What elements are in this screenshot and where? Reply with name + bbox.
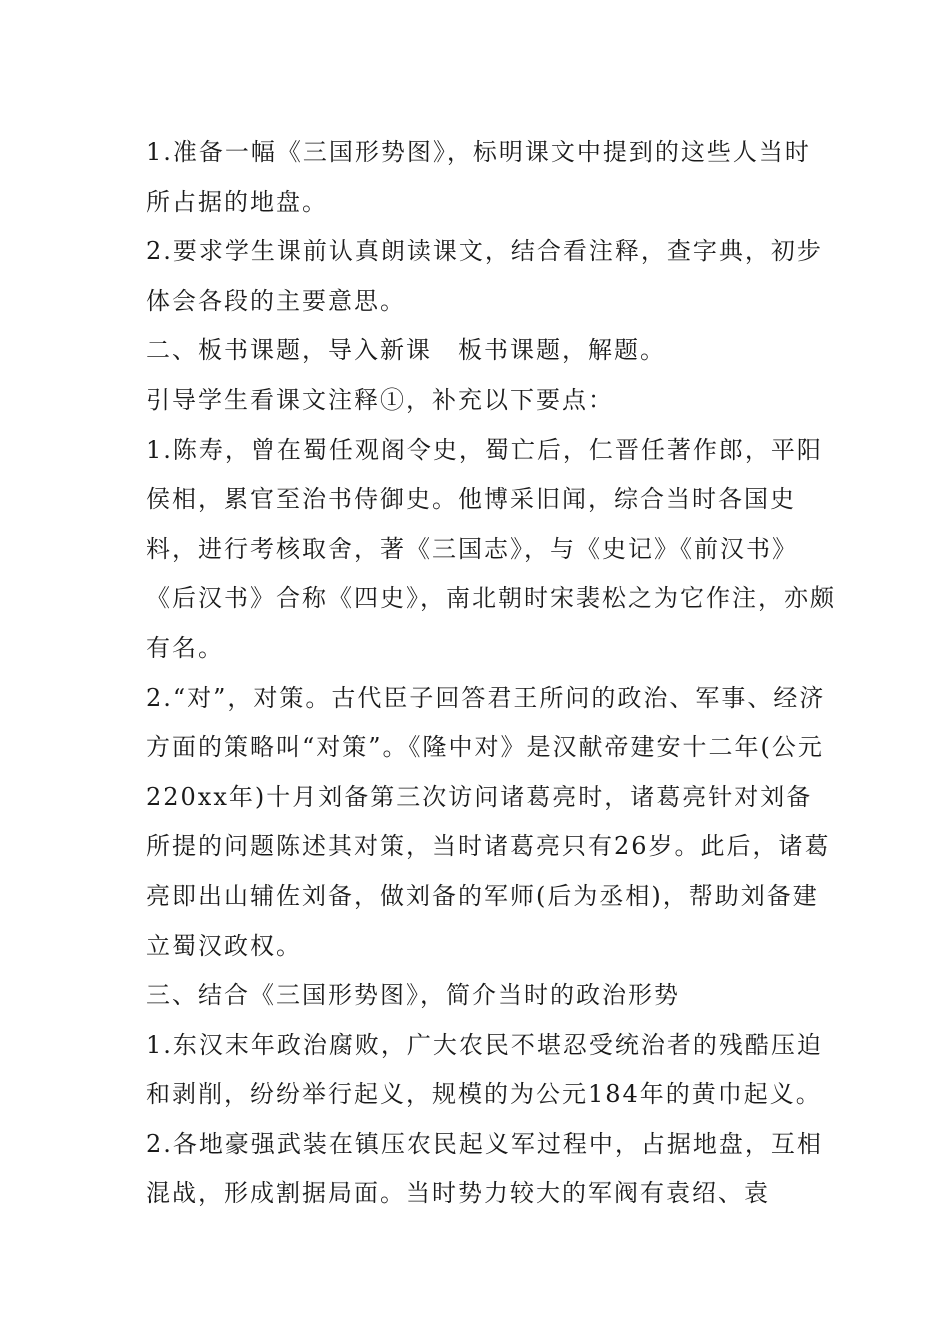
paragraph-preparation-reading: 2.要求学生课前认真朗读课文，结合看注释，查字典，初步体会各段的主要意思。 <box>146 237 823 315</box>
section-heading-three: 三、结合《三国形势图》，简介当时的政治形势 <box>146 981 680 1010</box>
paragraph-chen-shou: 1.陈寿，曾在蜀任观阁令史，蜀亡后，仁晋任著作郎，平阳侯相，累官至治书侍御史。他博采旧闻，综合当时各国史料，进行考核取舍，著《三国志》，与《史记》《前汉书》《后汉书》合称《四史》，南北朝时宋裴松之为它作注，亦颇有名。 <box>146 435 836 662</box>
paragraph-dui-ce: 2.“对”，对策。古代臣子回答君王所问的政治、军事、经济方面的策略叫“对策”。《隆中对》是汉献帝建安十二年(公元220xx年)十月刘备第三次访问诸葛亮时，诸葛亮针对刘备所提的问题陈述其对策，当时诸葛亮只有26岁。此后，诸葛亮即出山辅佐刘备，做刘备的军师(后为丞相)，帮助刘备建立蜀汉政权。 <box>146 683 831 960</box>
document-body <box>146 128 836 1219</box>
paragraph-notes-intro: 引导学生看课文注释①，补充以下要点： <box>146 385 614 414</box>
section-heading-two: 二、板书课题，导入新课 板书课题，解题。 <box>146 336 666 365</box>
paragraph-warlords: 2.各地豪强武装在镇压农民起义军过程中，占据地盘，互相混战，形成割据局面。当时势力较大的军阀有袁绍、袁 <box>146 1129 823 1208</box>
paragraph-preparation-map: 1.准备一幅《三国形势图》，标明课文中提到的这些人当时所占据的地盘。 <box>146 138 811 216</box>
paragraph-eastern-han: 1.东汉末年政治腐败，广大农民不堪忍受统治者的残酷压迫和剥削，纷纷举行起义，规模的为公元184年的黄巾起义。 <box>146 1030 823 1109</box>
